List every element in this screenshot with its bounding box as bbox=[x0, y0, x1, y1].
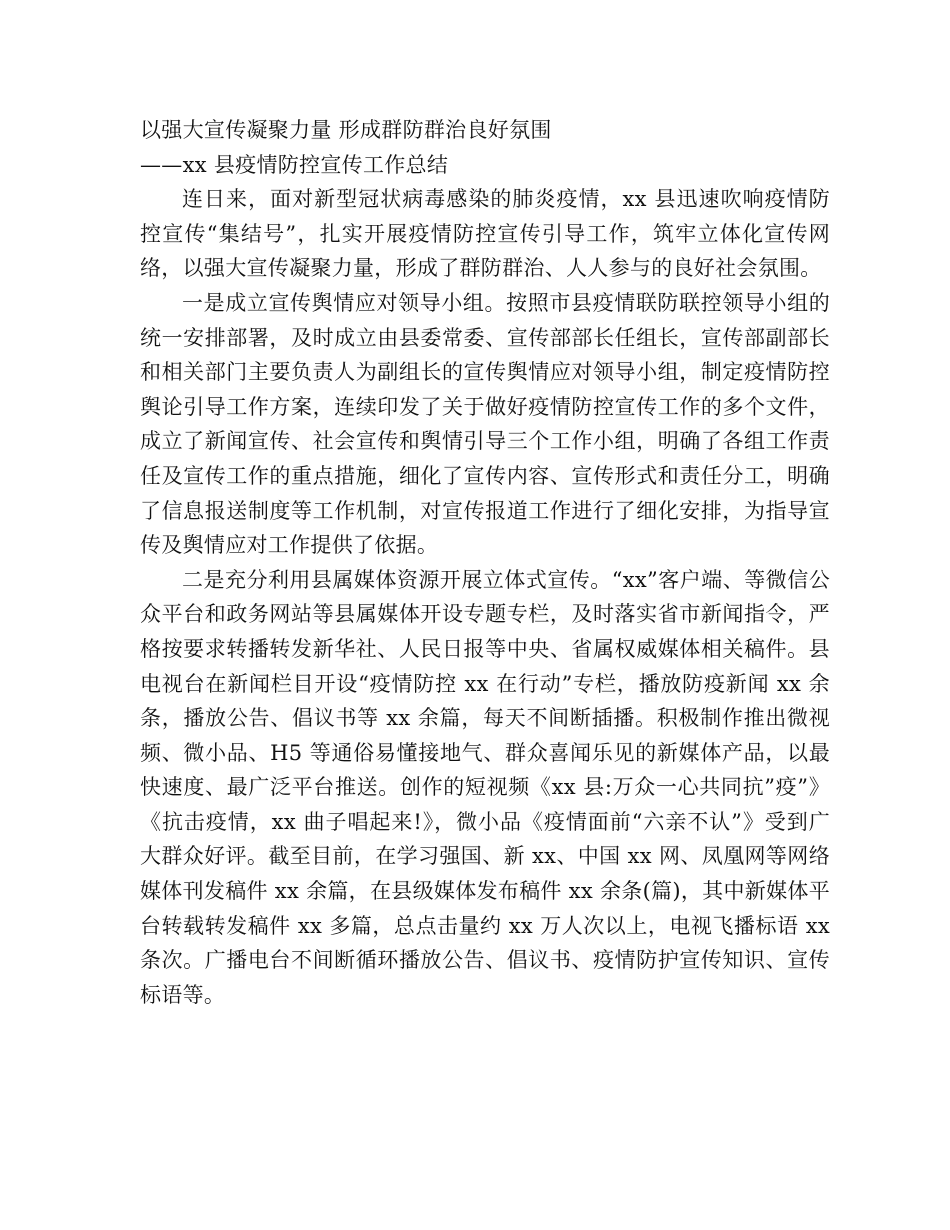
document-body bbox=[140, 113, 830, 1012]
paragraph-media-publicity: 二是充分利用县属媒体资源开展立体式宣传。“xx”客户端、等微信公众平台和政务网站等县属媒体开设专题专栏，及时落实省市新闻指令，严格按要求转播转发新华社、人民日报等中央、省属权威媒体相关稿件。县电视台在新闻栏目开设“疫情防控 xx 在行动”专栏，播放防疫新闻 xx 余条，播放公告、倡议书等 xx 余篇，每天不间断插播。积极制作推出微视频、微小品、H5 等通俗易懂接地气、群众喜闻乐见的新媒体产品，以最快速度、最广泛平台推送。创作的短视频《xx 县:万众一心共同抗”疫”》《抗击疫情，xx 曲子唱起来!》，微小品《疫情面前“六亲不认”》受到广大群众好评。截至目前，在学习强国、新 xx、中国 xx 网、凤凰网等网络媒体刊发稿件 xx 余篇，在县级媒体发布稿件 xx 余条(篇)，其中新媒体平台转载转发稿件 xx 多篇，总点击量约 xx 万人次以上，电视飞播标语 xx 条次。广播电台不间断循环播放公告、倡议书、疫情防护宣传知识、宣传标语等。 bbox=[140, 567, 830, 1007]
document-title: 以强大宣传凝聚力量 形成群防群治良好氛围 bbox=[140, 118, 552, 142]
paragraph-intro: 连日来，面对新型冠状病毒感染的肺炎疫情，xx 县迅速吹响疫情防控宣传“集结号”，扎实开展疫情防控宣传引导工作，筑牢立体化宣传网络，以强大宣传凝聚力量，形成了群防群治、人人参与的良好社会氛围。 bbox=[140, 187, 830, 281]
document-subtitle: ——xx 县疫情防控宣传工作总结 bbox=[140, 152, 449, 177]
paragraph-leading-group: 一是成立宣传舆情应对领导小组。按照市县疫情联防联控领导小组的统一安排部署，及时成立由县委常委、宣传部部长任组长，宣传部副部长和相关部门主要负责人为副组长的宣传舆情应对领导小组，制定疫情防控舆论引导工作方案，连续印发了关于做好疫情防控宣传工作的多个文件，成立了新闻宣传、社会宣传和舆情引导三个工作小组，明确了各组工作责任及宣传工作的重点措施，细化了宣传内容、宣传形式和责任分工，明确了信息报送制度等工作机制，对宣传报道工作进行了细化安排，为指导宣传及舆情应对工作提供了依据。 bbox=[140, 290, 830, 558]
